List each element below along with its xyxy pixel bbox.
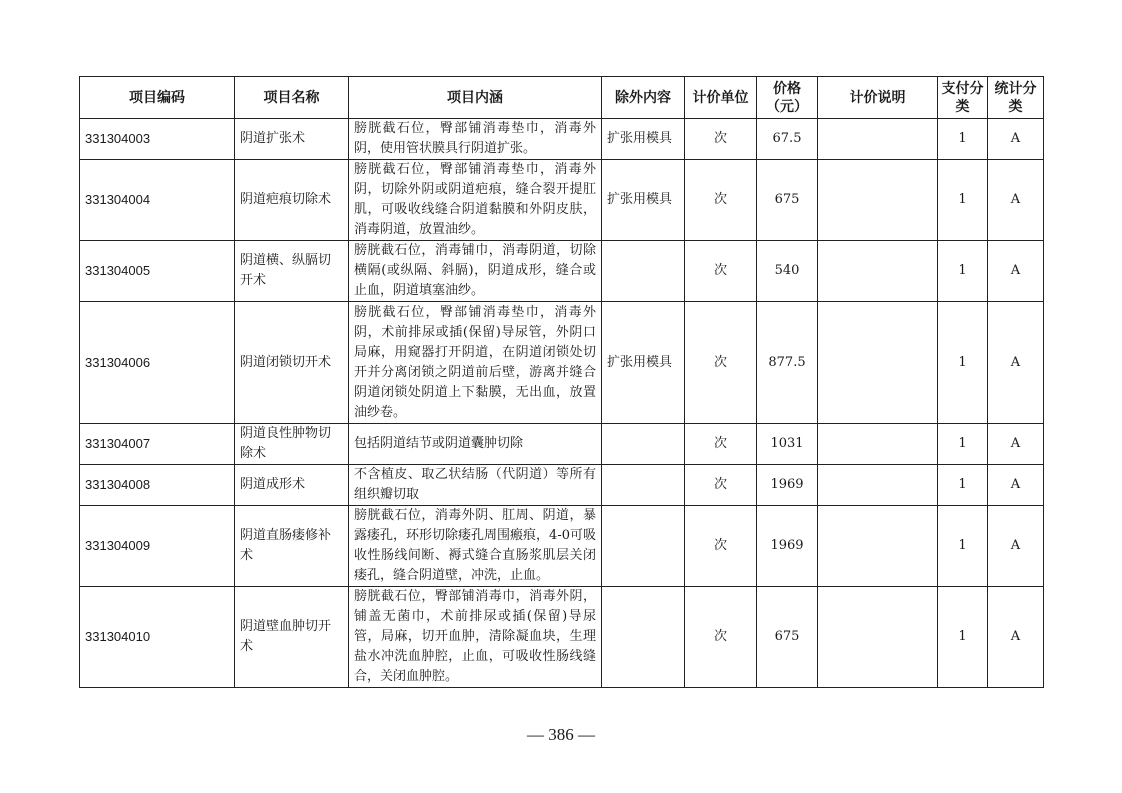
exclusion-cell (602, 241, 685, 302)
unit-cell: 次 (685, 160, 757, 241)
exclusion-cell: 扩张用模具 (602, 302, 685, 424)
content-cell: 包括阴道结节或阴道囊肿切除 (349, 424, 602, 465)
payment-cell: 1 (938, 160, 988, 241)
content-cell: 膀胱截石位，臀部铺消毒垫巾，消毒外阴，术前排尿或插(保留)导尿管，外阴口局麻，用窥器打开阴道，在阴道闭锁处切开并分离闭锁之阴道前后壁，游离并缝合阴道闭锁处阴道上下黏膜，无出血，放置油纱卷。 (349, 302, 602, 424)
header-price: 价格（元） (757, 77, 818, 119)
content-cell: 膀胱截石位，消毒外阴、肛周、阴道，暴露瘘孔，环形切除瘘孔周围瘢痕，4-0可吸收性肠线间断、褥式缝合直肠浆肌层关闭瘘孔，缝合阴道壁，冲洗，止血。 (349, 506, 602, 587)
payment-cell: 1 (938, 506, 988, 587)
name-cell: 阴道闭锁切开术 (235, 302, 349, 424)
price-cell: 675 (757, 160, 818, 241)
name-cell: 阴道扩张术 (235, 119, 349, 160)
name-cell: 阴道成形术 (235, 465, 349, 506)
payment-cell: 1 (938, 119, 988, 160)
stat-cell: A (988, 241, 1044, 302)
stat-cell: A (988, 424, 1044, 465)
price-cell: 1969 (757, 506, 818, 587)
stat-cell: A (988, 506, 1044, 587)
payment-cell: 1 (938, 424, 988, 465)
name-cell: 阴道疤痕切除术 (235, 160, 349, 241)
exclusion-cell: 扩张用模具 (602, 160, 685, 241)
name-cell: 阴道横、纵膈切开术 (235, 241, 349, 302)
header-stat: 统计分类 (988, 77, 1044, 119)
unit-cell: 次 (685, 506, 757, 587)
unit-cell: 次 (685, 465, 757, 506)
table-row (80, 506, 1044, 587)
unit-cell: 次 (685, 241, 757, 302)
stat-cell: A (988, 587, 1044, 688)
exclusion-cell: 扩张用模具 (602, 119, 685, 160)
note-cell (818, 424, 938, 465)
table-row (80, 465, 1044, 506)
exclusion-cell (602, 506, 685, 587)
price-cell: 877.5 (757, 302, 818, 424)
header-content: 项目内涵 (349, 77, 602, 119)
stat-cell: A (988, 160, 1044, 241)
code-cell: 331304003 (80, 119, 235, 160)
price-cell: 67.5 (757, 119, 818, 160)
note-cell (818, 160, 938, 241)
payment-cell: 1 (938, 465, 988, 506)
header-code: 项目编码 (80, 77, 235, 119)
fee-schedule-table (79, 76, 1044, 688)
unit-cell: 次 (685, 302, 757, 424)
name-cell: 阴道壁血肿切开术 (235, 587, 349, 688)
unit-cell: 次 (685, 424, 757, 465)
content-cell: 膀胱截石位，消毒铺巾，消毒阴道，切除横隔(或纵隔、斜膈)，阴道成形，缝合或止血，阴道填塞油纱。 (349, 241, 602, 302)
note-cell (818, 587, 938, 688)
stat-cell: A (988, 465, 1044, 506)
table-row (80, 119, 1044, 160)
content-cell: 膀胱截石位，臀部铺消毒巾，消毒外阴，铺盖无菌巾，术前排尿或插(保留)导尿管，局麻，切开血肿，清除凝血块，生理盐水冲洗血肿腔，止血，可吸收性肠线缝合，关闭血肿腔。 (349, 587, 602, 688)
code-cell: 331304007 (80, 424, 235, 465)
note-cell (818, 302, 938, 424)
note-cell (818, 241, 938, 302)
price-cell: 1969 (757, 465, 818, 506)
note-cell (818, 465, 938, 506)
exclusion-cell (602, 465, 685, 506)
table-row (80, 241, 1044, 302)
code-cell: 331304006 (80, 302, 235, 424)
name-cell: 阴道良性肿物切除术 (235, 424, 349, 465)
exclusion-cell (602, 587, 685, 688)
header-unit: 计价单位 (685, 77, 757, 119)
table-row (80, 160, 1044, 241)
code-cell: 331304008 (80, 465, 235, 506)
unit-cell: 次 (685, 587, 757, 688)
price-cell: 1031 (757, 424, 818, 465)
code-cell: 331304005 (80, 241, 235, 302)
unit-cell: 次 (685, 119, 757, 160)
header-row (80, 77, 1044, 119)
stat-cell: A (988, 302, 1044, 424)
header-exclusion: 除外内容 (602, 77, 685, 119)
header-name: 项目名称 (235, 77, 349, 119)
price-cell: 540 (757, 241, 818, 302)
payment-cell: 1 (938, 302, 988, 424)
header-payment: 支付分类 (938, 77, 988, 119)
content-cell: 膀胱截石位，臀部铺消毒垫巾，消毒外阴，使用管状膜具行阴道扩张。 (349, 119, 602, 160)
content-cell: 膀胱截石位，臀部铺消毒垫巾，消毒外阴，切除外阴或阴道疤痕，缝合裂开提肛肌，可吸收线缝合阴道黏膜和外阴皮肤，消毒阴道，放置油纱。 (349, 160, 602, 241)
payment-cell: 1 (938, 587, 988, 688)
code-cell: 331304004 (80, 160, 235, 241)
exclusion-cell (602, 424, 685, 465)
note-cell (818, 119, 938, 160)
code-cell: 331304010 (80, 587, 235, 688)
name-cell: 阴道直肠瘘修补术 (235, 506, 349, 587)
table-row (80, 424, 1044, 465)
page-number: — 386 — (527, 725, 595, 744)
table-row (80, 302, 1044, 424)
note-cell (818, 506, 938, 587)
code-cell: 331304009 (80, 506, 235, 587)
stat-cell: A (988, 119, 1044, 160)
table-row (80, 587, 1044, 688)
header-note: 计价说明 (818, 77, 938, 119)
payment-cell: 1 (938, 241, 988, 302)
content-cell: 不含植皮、取乙状结肠（代阴道）等所有组织瓣切取 (349, 465, 602, 506)
price-cell: 675 (757, 587, 818, 688)
